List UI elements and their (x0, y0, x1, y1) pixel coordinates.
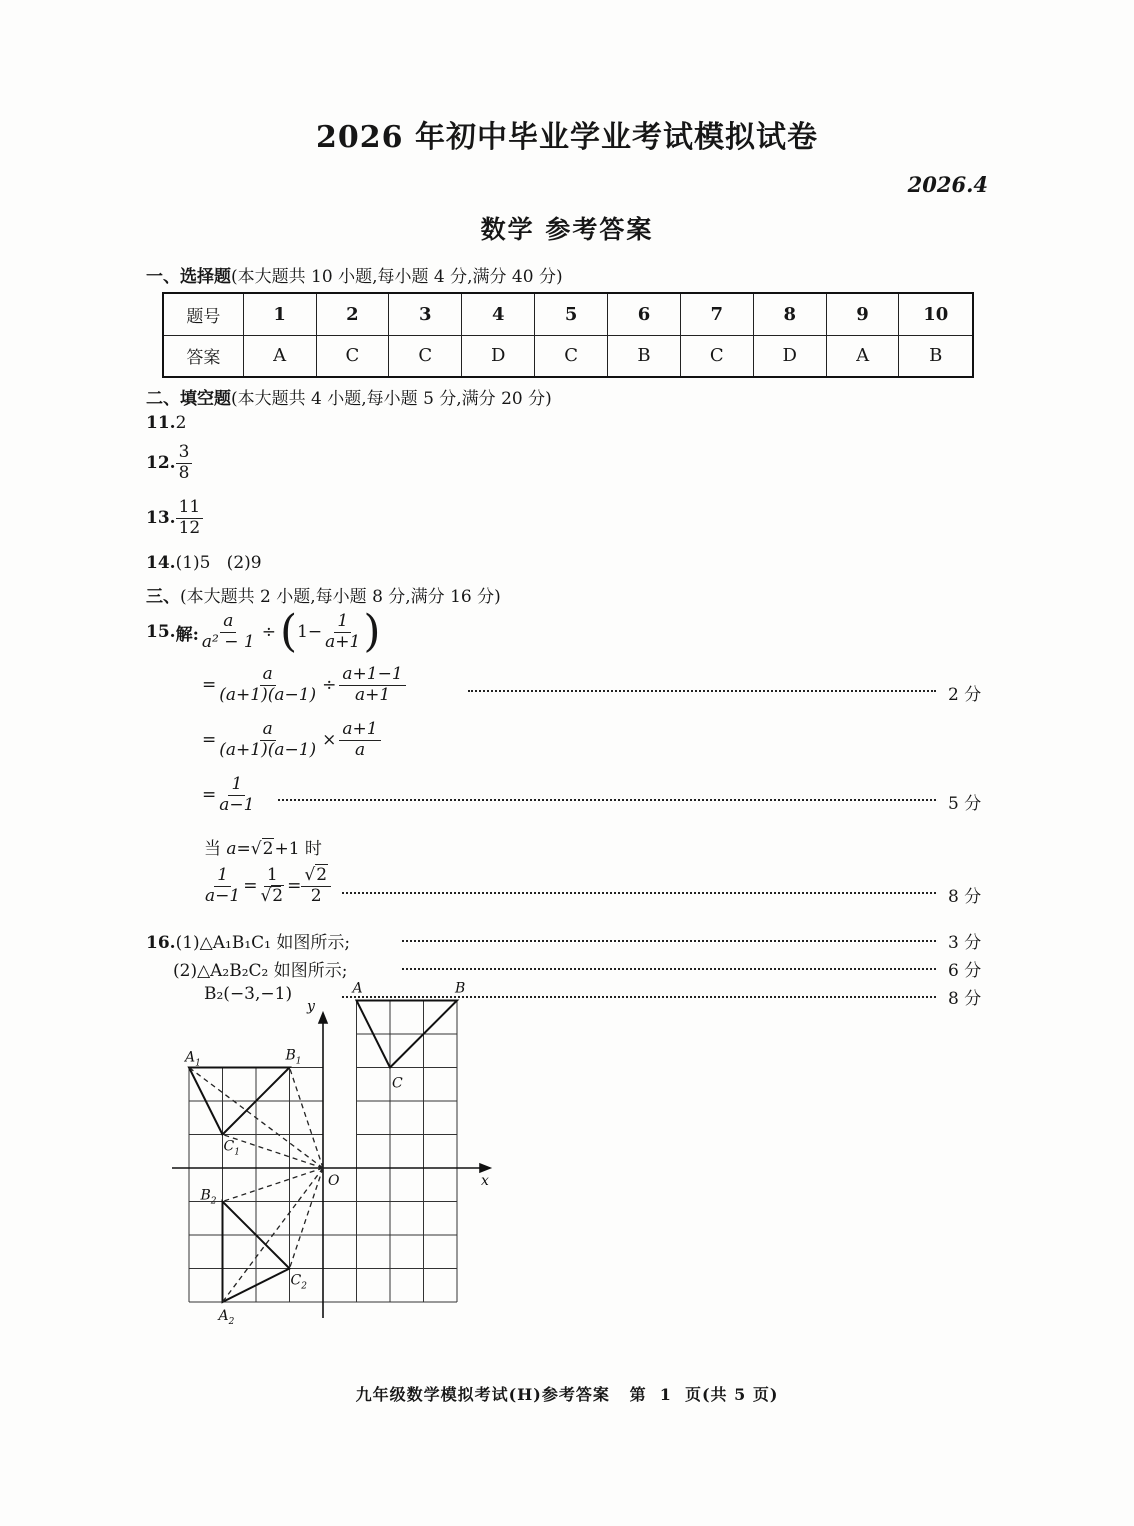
score-label: 5 分 (948, 794, 982, 814)
numerator: a+1 (339, 720, 380, 741)
exam-date: 2026.4 (907, 172, 988, 197)
row-label: 答案 (163, 335, 243, 377)
term: 1− (297, 622, 323, 642)
right-paren: ) (363, 606, 381, 657)
answer-text: (1)△A₁B₁C₁ 如图所示; (175, 933, 351, 953)
question-number: 14. (146, 553, 176, 573)
answer-12 (146, 443, 192, 483)
x-axis-label: x (481, 1173, 489, 1189)
table-row (163, 293, 973, 335)
score-label: 3 分 (948, 933, 982, 953)
section1-note: (本大题共 10 小题,每小题 4 分,满分 40 分) (231, 267, 563, 287)
answer-value: (1)5 (2)9 (175, 553, 262, 573)
section3-title: 三、 (146, 587, 180, 607)
rotation-guide-line (290, 1068, 324, 1169)
denominator: 2 (310, 885, 322, 906)
denominator: a−1 (219, 794, 255, 815)
q15-line5 (202, 866, 331, 906)
question-number: 6 (608, 293, 681, 335)
answer-cell: C (680, 335, 753, 377)
point-a1-label: $A_1$ (185, 1049, 201, 1069)
fraction (257, 866, 287, 906)
fraction (216, 775, 257, 815)
question-number: 7 (680, 293, 753, 335)
dot-leader (278, 799, 936, 801)
numerator: a (260, 665, 276, 686)
denominator: (a+1)(a−1) (219, 684, 317, 705)
point-a2-label: $A_2$ (218, 1308, 235, 1327)
left-paren: ( (279, 606, 298, 657)
question-number: 5 (535, 293, 608, 335)
dot-leader (342, 892, 936, 894)
answer-cell: C (535, 335, 608, 377)
radicand: 2 (262, 839, 274, 859)
fraction (199, 612, 258, 652)
fraction (339, 720, 380, 760)
numerator: a (260, 720, 276, 741)
dot-leader (402, 968, 936, 970)
rotation-guide-line (290, 1168, 324, 1269)
solution-label: 解: (175, 624, 199, 645)
denominator: a+1 (354, 684, 391, 705)
point-c1-label: $C_1$ (223, 1138, 240, 1158)
answer-cell: A (826, 335, 899, 377)
section2-heading (146, 384, 552, 409)
answer-cell: D (462, 335, 535, 377)
answer-cell: C (316, 335, 389, 377)
point-b1-label: $B_1$ (285, 1047, 302, 1067)
score-label: 8 分 (948, 887, 982, 907)
fraction (202, 866, 243, 906)
denominator: a² − 1 (201, 631, 255, 652)
question-number: 12. (146, 453, 176, 474)
text: 当 (204, 839, 227, 859)
y-axis-arrow (319, 1013, 327, 1023)
equals: = (236, 839, 251, 859)
denominator: 12 (178, 517, 201, 538)
denominator: (a+1)(a−1) (219, 739, 317, 760)
score-label: 8 分 (948, 989, 982, 1009)
fraction (301, 866, 331, 906)
answer-cell: B (899, 335, 973, 377)
operator: ÷ (261, 622, 276, 642)
equals: = (202, 675, 217, 696)
question-number: 13. (146, 508, 176, 529)
page-title: 2026 年初中毕业学业考试模拟试卷 (316, 120, 818, 155)
numerator: √2 (301, 866, 331, 887)
q15-line1 (202, 665, 406, 705)
row-label: 题号 (163, 293, 243, 335)
radicand: 2 (316, 865, 328, 885)
section2-title: 二、填空题 (146, 389, 231, 409)
question-number: 10 (899, 293, 973, 335)
axes (172, 1013, 490, 1318)
page-footer: 九年级数学模拟考试(H)参考答案 第 1 页(共 5 页) (355, 1385, 779, 1404)
fraction (176, 498, 204, 538)
question-number: 2 (316, 293, 389, 335)
radicand: 2 (272, 885, 284, 906)
operator: ÷ (322, 675, 337, 696)
answer-11 (146, 413, 186, 433)
question-number: 16. (146, 933, 176, 953)
q15-line2 (202, 720, 381, 760)
point-a2-label-subscript: 2 (228, 1317, 235, 1327)
dot-leader (468, 690, 936, 692)
operator: × (322, 730, 337, 751)
table-row (163, 335, 973, 377)
question-number: 11. (146, 413, 176, 433)
rotation-guide-line (223, 1168, 324, 1202)
answer-cell: B (608, 335, 681, 377)
fraction (322, 612, 363, 652)
denominator: a (354, 739, 366, 760)
section3-note: (本大题共 2 小题,每小题 8 分,满分 16 分) (180, 587, 501, 607)
denominator: a+1 (325, 631, 361, 652)
origin-label: O (328, 1173, 340, 1189)
numerator: a+1−1 (339, 665, 405, 686)
fraction (176, 443, 193, 483)
point-a-label: A (352, 980, 363, 997)
numerator: 1 (334, 612, 351, 633)
x-axis-arrow (480, 1164, 490, 1172)
fraction (216, 720, 319, 760)
point-c2-label-subscript: 2 (301, 1281, 307, 1292)
numerator: 1 (264, 866, 281, 887)
answer-cell: C (389, 335, 462, 377)
question-number: 4 (462, 293, 535, 335)
equals: = (287, 876, 302, 897)
fraction (339, 665, 405, 705)
denominator: a−1 (205, 885, 241, 906)
fraction (216, 665, 319, 705)
dot-leader (402, 940, 936, 942)
figure-labels (183, 981, 489, 1328)
answer-cell: D (753, 335, 826, 377)
question-number: 9 (826, 293, 899, 335)
answer-cell: A (243, 335, 316, 377)
page-subtitle: 数学 参考答案 (480, 215, 654, 244)
section2-note: (本大题共 4 小题,每小题 5 分,满分 20 分) (231, 389, 552, 409)
question-number: 8 (753, 293, 826, 335)
point-c1-label-subscript: 1 (234, 1147, 240, 1158)
equals: = (243, 876, 258, 897)
score-label: 2 分 (948, 685, 982, 705)
score-label: 6 分 (948, 961, 982, 981)
q15-line0 (146, 606, 381, 657)
q16-part1 (146, 928, 350, 953)
q16-part2: (2)△A₂B₂C₂ 如图所示; (173, 961, 348, 981)
point-b-label: B (455, 980, 466, 997)
denominator: 8 (178, 462, 190, 483)
numerator: 3 (176, 443, 193, 464)
text: +1 时 (274, 839, 322, 859)
section1-title: 一、选择题 (146, 267, 231, 287)
question-number: 1 (243, 293, 316, 335)
y-axis-label: y (307, 998, 315, 1015)
q16-part3: B₂(−3,−1) (204, 984, 293, 1004)
numerator: 1 (228, 775, 245, 796)
question-number: 3 (389, 293, 462, 335)
section1-heading (146, 262, 563, 287)
point-b1-label-subscript: 1 (295, 1056, 302, 1067)
question-number: 15. (146, 622, 176, 642)
answer-value: 2 (175, 413, 187, 433)
numerator: a (220, 612, 236, 633)
q15-line3 (202, 775, 257, 815)
denominator: √2 (260, 885, 284, 906)
point-b2-label-subscript: 2 (210, 1196, 217, 1207)
numerator: 11 (176, 498, 204, 519)
numerator: 1 (214, 866, 231, 887)
point-c2-label: $C_2$ (290, 1272, 307, 1292)
section3-heading (146, 582, 501, 607)
q15-line4: 当 a=√2+1 时 (204, 839, 322, 859)
choice-answer-table (162, 292, 974, 378)
point-a1-label-subscript: 1 (195, 1058, 201, 1069)
answer-14 (146, 553, 262, 573)
point-b2-label: $B_2$ (200, 1187, 217, 1207)
answer-13 (146, 498, 203, 538)
equals: = (202, 785, 217, 806)
equals: = (202, 730, 217, 751)
variable: a (226, 839, 237, 859)
dot-leader (342, 996, 936, 998)
point-c-label: C (392, 1075, 403, 1092)
